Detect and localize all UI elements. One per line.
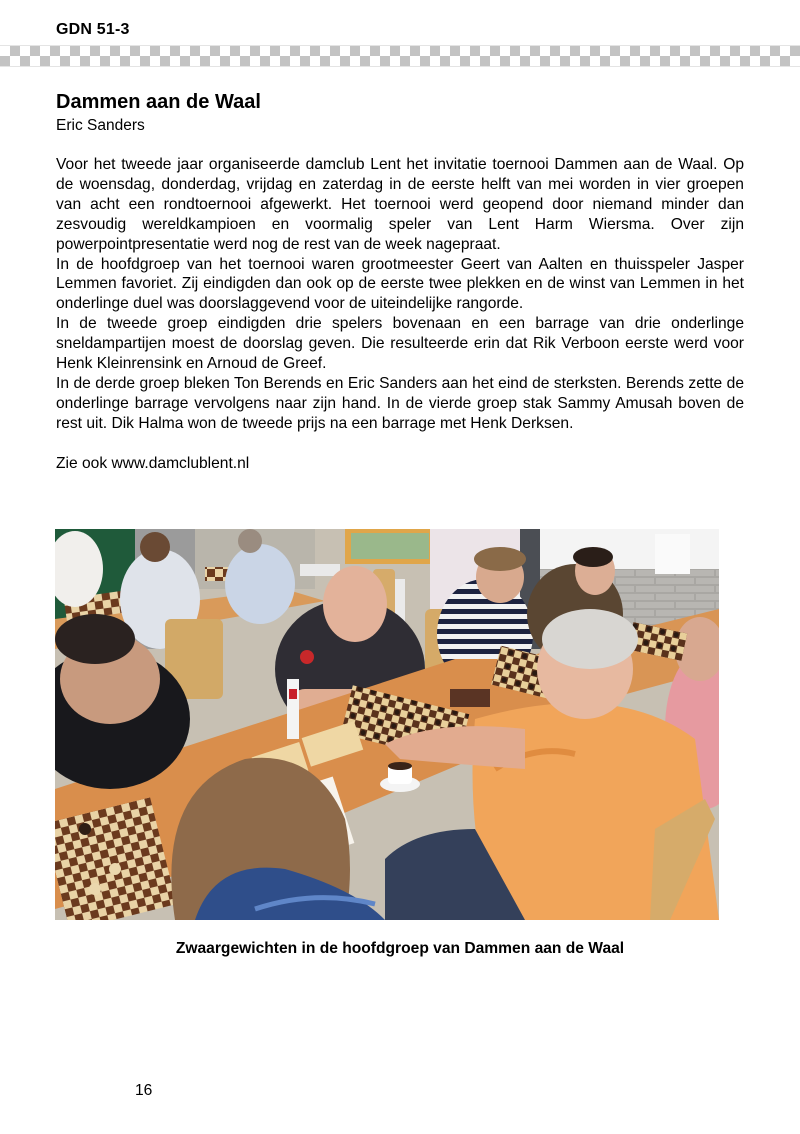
see-also-link[interactable]: Zie ook www.damclublent.nl	[56, 454, 250, 472]
article-author: Eric Sanders	[56, 117, 145, 134]
photo-caption: Zwaargewichten in de hoofdgroep van Dammen aan de Waal	[175, 940, 625, 957]
paragraph-tweede-groep: In de tweede groep eindigden drie spelers bovenaan en een barrage van drie onderlinge sneldampartijen moest de doorslag geven. Die resulteerde erin dat Rik Verboon eerste werd voor Henk Kleinrensink en Arnoud de Greef.	[56, 315, 744, 373]
paragraph-derde-vierde-groep: In de derde groep bleken Ton Berends en Eric Sanders aan het eind de sterksten. Berends zette de onderlinge barrage vervolgens naar zijn hand. In de vierde groep stak Sammy Amusah boven de rest uit. Dik Halma won de tweede prijs na een barrage met Henk Derksen.	[56, 374, 744, 432]
paragraph-spacer	[56, 434, 744, 454]
issue-label: GDN 51-3	[56, 21, 130, 38]
tournament-photo	[55, 529, 719, 920]
article-body	[56, 155, 744, 473]
paragraph-intro: Voor het tweede jaar organiseerde damclub Lent het invitatie toernooi Dammen aan de Waal. Op de woensdag, donderdag, vrijdag en zaterdag in de eerste helft van mei worden in vier groepen van acht een rondtoernooi afgewerkt. Het toernooi werd geopend door niemand minder dan zesvoudig wereldkampioen en voormalig speler van Lent Harm Wiersma. Over zijn powerpointpresentatie werd nog de rest van de week nagepraat.	[56, 156, 744, 253]
paragraph-hoofdgroep: In de hoofdgroep van het toernooi waren grootmeester Geert van Aalten en thuisspeler Jasper Lemmen favoriet. Zij eindigden dan ook op de eerste twee plekken en de winst van Lemmen in het onderlinge duel was doorslaggevend voor de uiteindelijke rangorde.	[56, 255, 744, 313]
page-number: 16	[135, 1082, 153, 1099]
checkerboard-divider	[0, 45, 800, 67]
article-title: Dammen aan de Waal	[56, 91, 261, 113]
